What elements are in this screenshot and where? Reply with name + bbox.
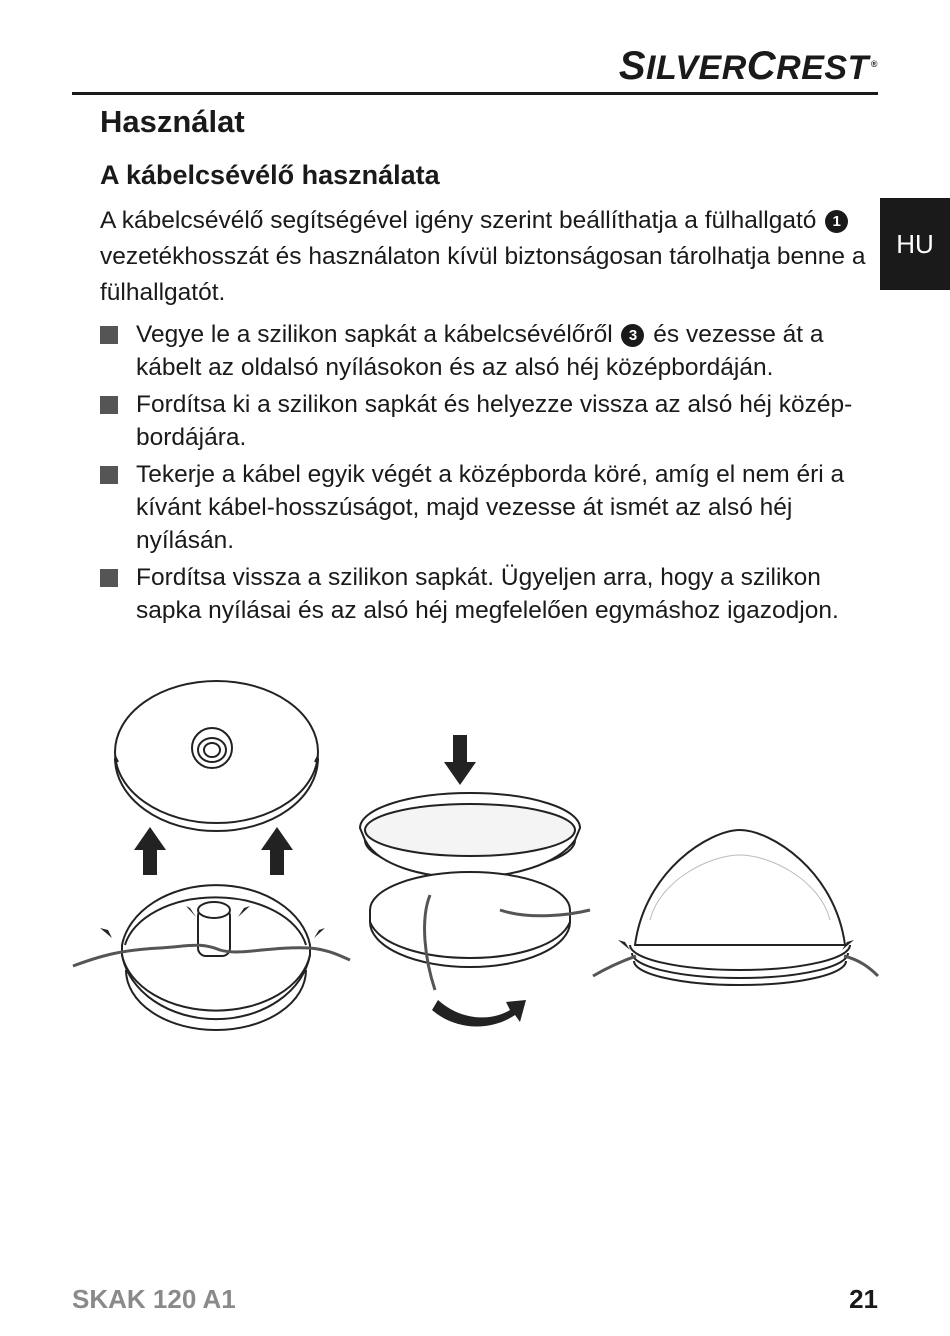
cable-winder-assembly-icon	[360, 793, 590, 990]
square-bullet-icon	[100, 569, 118, 587]
square-bullet-icon	[100, 396, 118, 414]
step-text: Fordítsa ki a szilikon sapkát és helyezze vissza az alsó héj középbordájára.	[136, 391, 853, 451]
usage-illustration	[70, 670, 885, 1040]
cable-winder-closed-icon	[593, 830, 878, 985]
list-item	[100, 458, 880, 557]
reference-number-badge: 3	[621, 324, 644, 347]
step-text: Vegye le a szilikon sapkát a kábelcsévélőről	[136, 321, 613, 348]
registered-mark: ®	[870, 58, 878, 69]
cable-winder-open-icon	[73, 681, 350, 1030]
step-text: és vezesse át a kábelt az oldalsó nyílásokon és az alsó héj középbordáján.	[136, 321, 824, 381]
brand-text: REST	[776, 49, 869, 87]
step-text: Fordítsa vissza a szilikon sapkát. Ügyeljen arra, hogy a szilikon sapka nyílásai és az alsó héj megfelelően egymáshoz igazodjon.	[136, 564, 839, 624]
header-rule	[72, 92, 878, 95]
square-bullet-icon	[100, 326, 118, 344]
reference-number-badge: 1	[825, 210, 848, 233]
model-number: SKAK 120 A1	[72, 1284, 236, 1314]
down-arrow-icon	[444, 735, 476, 785]
intro-text: A kábelcsévélő segítségével igény szerint beállíthatja a fülhallgató	[100, 207, 817, 234]
step-text: Tekerje a kábel egyik végét a középborda köré, amíg el nem éri a kívánt kábel-hosszúságot, majd vezesse át ismét az alsó héj nyílásán.	[136, 461, 845, 554]
brand-letter: S	[618, 44, 647, 88]
instruction-list	[100, 318, 880, 631]
rotate-arrow-icon	[432, 1000, 526, 1026]
list-item	[100, 318, 880, 384]
language-tab-label: HU	[896, 228, 934, 259]
language-tab	[880, 198, 950, 290]
page-number: 21	[849, 1284, 878, 1314]
brand-logo	[619, 44, 878, 89]
square-bullet-icon	[100, 466, 118, 484]
intro-paragraph	[100, 203, 870, 311]
brand-text: ILVER	[646, 49, 747, 87]
up-arrow-icon	[134, 827, 293, 875]
section-subtitle: A kábelcsévélő használata	[100, 160, 440, 190]
brand-letter: C	[746, 44, 777, 88]
list-item	[100, 561, 880, 627]
section-title: Használat	[100, 104, 245, 139]
list-item	[100, 388, 880, 454]
intro-text: vezetékhosszát és használaton kívül biztonságosan tárolhatja benne a fülhallgatót.	[100, 243, 866, 306]
